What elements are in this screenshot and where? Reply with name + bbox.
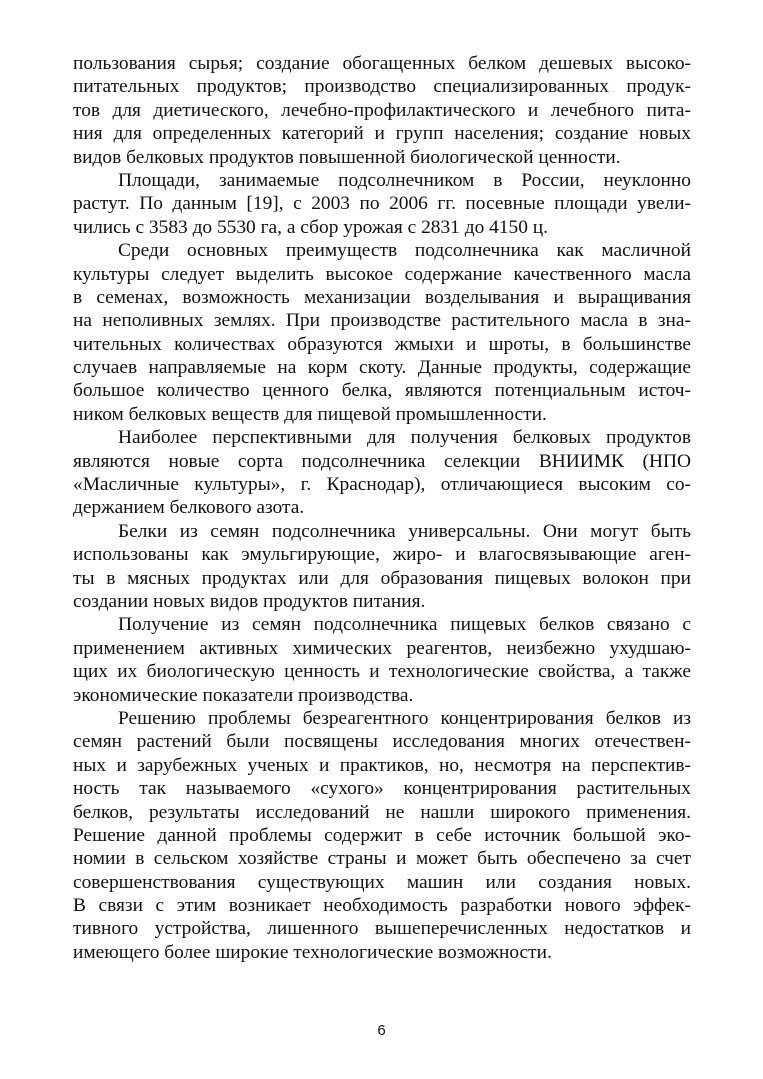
text-line: Получение из семян подсолнечника пищевых белков связано с [118,614,691,636]
text-line: случаев направляемые на корм скоту. Данные продукты, содержащие [73,357,691,379]
text-line: семян растений были посвящены исследования многих отечествен- [73,731,691,753]
text-line: тов для диетического, лечебно-профилактического и лечебного пита- [73,99,691,121]
page-number: 6 [377,1022,386,1039]
text-line: Площади, занимаемые подсолнечником в России, неуклонно [118,169,691,191]
text-line: культуры следует выделить высокое содержание качественного масла [73,263,691,285]
text-line: чились с 3583 до 5530 га, а сбор урожая с 2831 до 4150 ц. [73,216,548,238]
text-line: совершенствования существующих машин или создания новых. [73,871,691,893]
text-line: экономические показатели производства. [73,684,414,706]
text-line: ния для определенных категорий и групп населения; создание новых [73,123,691,145]
text-line: на неполивных землях. При производстве растительного масла в зна- [73,310,691,332]
text-line: Решение данной проблемы содержит в себе источник большой эко- [73,824,691,846]
text-line: ность так называемого «сухого» концентрирования растительных [73,778,691,800]
text-line: использованы как эмульгирующие, жиро- и влагосвязывающие аген- [73,544,691,566]
paragraph [73,520,691,614]
text-line: «Масличные культуры», г. Краснодар), отличающиеся высоким со- [73,474,691,496]
text-line: видов белковых продуктов повышенной биологической ценности. [73,146,621,168]
page-body [73,52,691,964]
text-line: ты в мясных продуктах или для образования пищевых волокон при [73,567,691,589]
paragraph [73,426,691,520]
text-line: номии в сельском хозяйстве страны и может быть обеспечено за счет [73,848,691,870]
text-line: большое количество ценного белка, являются потенциальным источ- [73,380,691,402]
text-line: питательных продуктов; производство специализированных продук- [73,76,691,98]
text-line: белков, результаты исследований не нашли широкого применения. [73,801,691,823]
paragraph [73,613,691,707]
paragraph [73,169,691,239]
text-line: создании новых видов продуктов питания. [73,590,426,612]
text-line: имеющего более широкие технологические возможности. [73,941,552,963]
text-line: растут. По данным [19], с 2003 по 2006 гг. посевные площади увели- [73,193,691,215]
text-line: ником белковых веществ для пищевой промышленности. [73,403,547,425]
text-line: применением активных химических реагентов, неизбежно ухудшаю- [73,637,691,659]
text-line: чительных количествах образуются жмыхи и шроты, в большинстве [73,333,691,355]
paragraph [73,52,691,169]
text-line: Белки из семян подсолнечника универсальны. Они могут быть [118,520,691,542]
paragraph [73,707,691,964]
text-line: Решению проблемы безреагентного концентрирования белков из [118,707,691,729]
text-line: являются новые сорта подсолнечника селекции ВНИИМК (НПО [73,450,691,472]
text-line: держанием белкового азота. [73,497,305,519]
text-line: Среди основных преимуществ подсолнечника как масличной [118,240,691,262]
text-line: ных и зарубежных ученых и практиков, но, несмотря на перспектив- [73,754,691,776]
text-line: в семенах, возможность механизации возделывания и выращивания [73,286,691,308]
text-line: В связи с этим возникает необходимость разработки нового эффек- [73,895,691,917]
text-line: Наиболее перспективными для получения белковых продуктов [118,427,691,449]
text-line: пользования сырья; создание обогащенных белком дешевых высоко- [73,53,691,74]
text-line: тивного устройства, лишенного вышеперечисленных недостатков и [73,918,691,940]
paragraph [73,239,691,426]
text-line: щих их биологическую ценность и технологические свойства, а также [73,661,691,683]
